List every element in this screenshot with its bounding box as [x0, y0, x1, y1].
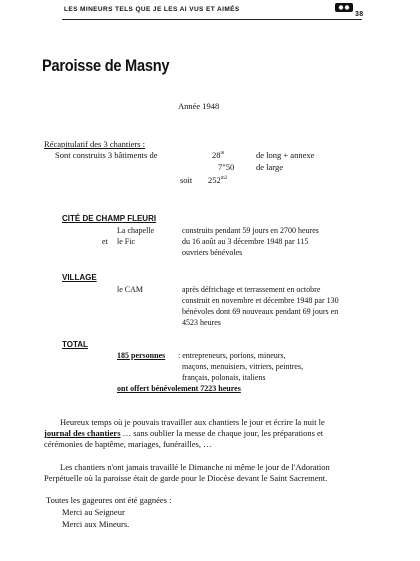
- cite-col1a: La chapelle: [117, 226, 155, 235]
- width-value: 7"50: [218, 162, 235, 172]
- paragraph-3-line2: Merci au Seigneur: [62, 507, 125, 517]
- length-text: de long + annexe: [256, 150, 315, 160]
- cite-col1b-et: et: [102, 237, 108, 246]
- total-line3: français, polonais, italiens: [182, 373, 266, 382]
- cite-line2: du 16 août au 3 décembre 1948 par 115: [182, 237, 309, 246]
- total-line1: : entrepreneurs, porions, mineurs,: [178, 351, 286, 360]
- village-line2: construit en novembre et décembre 1948 par 130: [182, 296, 339, 305]
- recap-heading: Récapitulatif des 3 chantiers :: [44, 139, 146, 149]
- area-value: $252^{m2}$: [208, 175, 228, 185]
- paragraph-2: Les chantiers n'ont jamais travaillé le Dimanche ni même le jour de l'Adoration Perpétuelle où la paroisse était de garde pour le Diocèse devant le Saint Sacrement.: [44, 462, 330, 483]
- width-text: de large: [256, 162, 283, 172]
- total-persons: 185 personnes: [117, 351, 166, 360]
- paragraph-3-line3: Merci aux Mineurs.: [62, 519, 130, 529]
- page-number: 38: [355, 11, 364, 18]
- cite-col1b: le Fic: [117, 237, 135, 246]
- header-rule: [62, 19, 362, 20]
- year-label: Année 1948: [178, 101, 220, 111]
- village-heading: VILLAGE: [62, 273, 97, 282]
- recap-line: Sont construits 3 bâtiments de: [55, 150, 158, 160]
- soit-label: soit: [180, 175, 193, 185]
- total-line4: ont offert bénévolement 7223 heures: [117, 384, 241, 393]
- running-title: LES MINEURS TELS QUE JE LES AI VUS ET AIMÉS: [64, 6, 240, 13]
- cite-heading: CITÉ DE CHAMP FLEURI: [62, 214, 157, 223]
- journal-title: journal des chantiers: [44, 428, 121, 438]
- page-title: Paroisse de Masny: [42, 56, 170, 75]
- village-line1: après défrichage et terrassement en octobre: [182, 285, 321, 294]
- village-line4: 4523 heures: [182, 318, 221, 327]
- paragraph-1: Heureux temps où je pouvais travailler aux chantiers le jour et écrire la nuit le journal des chantiers … sans oublier la messe de chaque jour, les préparations et cérémonies de baptême, mariages, funérailles, …: [44, 417, 325, 449]
- village-line3: bénévoles dont 69 nouveaux pendant 69 jours en: [182, 307, 339, 316]
- cite-line3: ouvriers bénévoles: [182, 248, 243, 257]
- total-heading: TOTAL: [62, 340, 88, 349]
- total-line2: maçons, menuisiers, vitriers, peintres,: [182, 362, 304, 371]
- paragraph-3-line1: Toutes les gageures ont été gagnées :: [46, 495, 172, 505]
- length-value: 28$^m$: [212, 150, 225, 160]
- cite-line1: construits pendant 59 jours en 2700 heures: [182, 226, 319, 235]
- village-col1: le CAM: [117, 285, 143, 294]
